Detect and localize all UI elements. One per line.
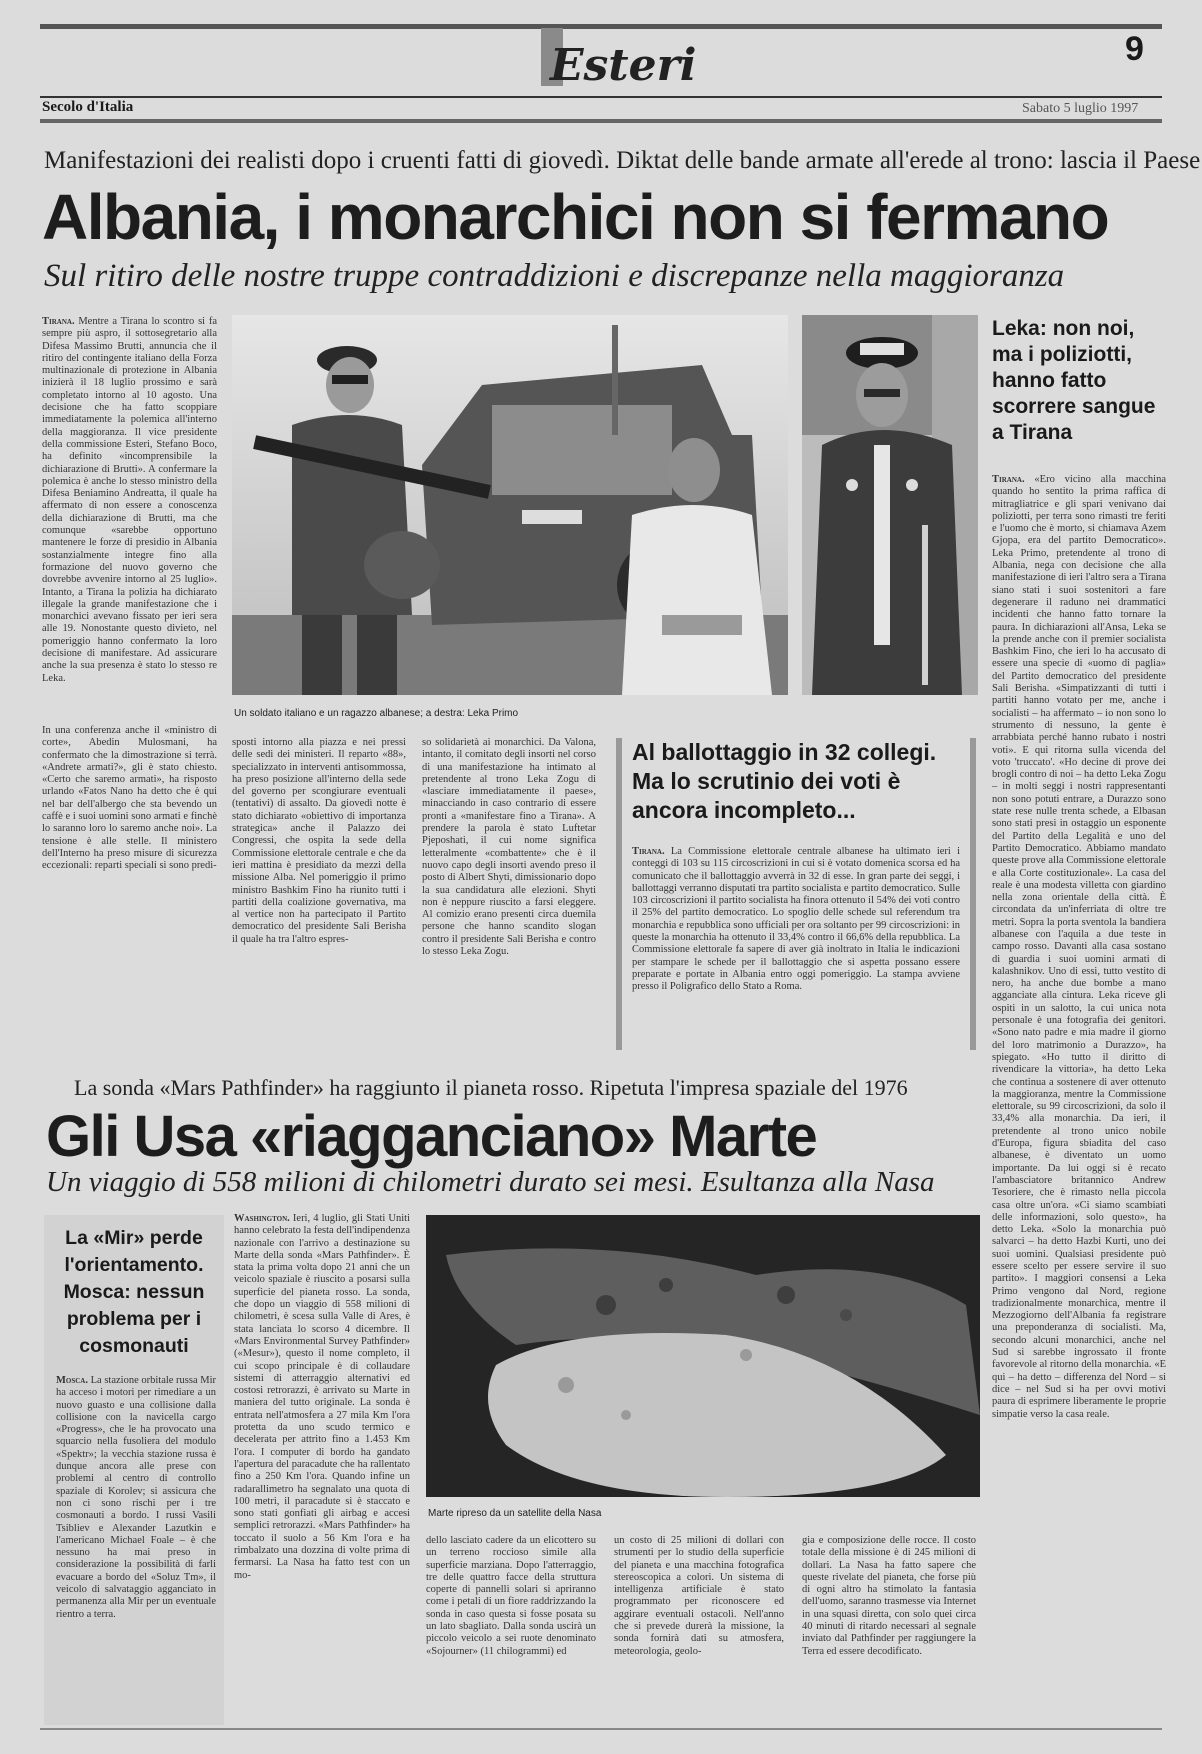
albania-col1d-text: La tensione è alle stelle. Il ministero dell'Interno ha preso misure di sicurezza eccezionali: reparti speciali si sono predi- [42,823,217,872]
marte-headline: Gli Usa «riagganciano» Marte [46,1104,817,1169]
marte-subhead: Un viaggio di 558 milioni di chilometri durato sei mesi. Esultanza alla Nasa [46,1166,935,1198]
marte-column-4 [802,1535,976,1711]
paper-name: Secolo d'Italia [42,99,134,115]
albania-headline: Albania, i monarchici non si fermano [42,181,1109,253]
mars-photo-caption: Marte ripreso da un satellite della Nasa [428,1508,602,1519]
marte-kicker: La sonda «Mars Pathfinder» ha raggiunto il pianeta rosso. Ripetuta l'impresa spaziale del 1976 [74,1075,908,1100]
mir-headline: La «Mir» perde l'orientamento. Mosca: nessun problema per i cosmonauti [63,1227,205,1357]
marte-column-2 [426,1535,596,1711]
albania-subhead: Sul ritiro delle nostre truppe contraddizioni e discrepanze nella maggioranza [44,258,1065,294]
ballottaggio-dateline: Tirana. [632,846,671,857]
section-title: Esteri [550,40,697,91]
mir-text [56,1375,216,1715]
marte-col3b-text: Un sistema di intelligenza artificiale è stato programmato per riconoscere ed aggirare eventuali ostacoli. [614,1571,784,1620]
albania-col2-text: sposti intorno alla piazza e nei pressi delle sedi dei ministeri. Il reparto «88», specializzato in interventi antisommossa, ha preso posizione all'interno della sede del governo per scongiurare eventuali (tentativi) di assalto. [232,737,406,810]
albania-column-1-lower [42,725,217,1015]
marte-col1b-text: La sonda, che dopo un viaggio di 558 milioni di chilometri, è scesa sulla Valle di Ares, è stata lanciata lo scorso 4 dicembre. Il «Mars Environmental Survey Pathfinder» («Mesur»), questo il nome completo, il cui scopo principale è di collaudare sistemi di atterraggio alternativi ed costosi retrorazzi, è arrivato su Marte in maniera del tutto originale. La sonda è entrata nell'atmosfera a 27 mila Km l'ora protetta da uno scudo termico e decelerata per attrito fino a 1.453 Km l'ora. I computer di bordo ha gandato l'apertura del paracadute che ha rallentato fino a 250 Km l'ora. Quando infine un radarallimetro ha segnalato una quota di 100 metri, il paracadute si è staccato e sono stati gonfiati gli airbag e accesi semplici retrorazzi. [234,1286,410,1532]
albania-col3c-text: Al comizio erano presenti circa duemila persone che hanno scandito slogan contro il presidente Sali Berisha e contro lo stesso Leka Zogu. [422,909,596,958]
mars-photo [426,1215,980,1497]
leka-portrait-photo [802,315,978,695]
marte-column-1 [234,1213,410,1711]
leka-headline: Leka: non noi, ma i poliziotti, hanno fatto scorrere sangue a Tirana [992,317,1156,444]
leka-column [992,474,1166,1710]
albania-column-1 [42,316,217,720]
ballottaggio-p2: In gran parte dei seggi, i ballottaggi verranno disputati tra partito socialista e partito democratico. Sulle 103 circoscrizioni il partito socialista ha finora ottenuto il 54% dei voti contro il 25% del partito democratico. Lo spoglio delle schede sul referendum tra monarchia e repubblica sono ufficiali per ora soltanto per 99 circoscrizioni: in queste la monarchia ha ottenuto il 33,4% contro il 66,6% della repubblica. [632,870,960,944]
albania-col3-text: so solidarietà ai monarchici. Da Valona, intanto, il comitato degli insorti nel corso di una manifestazione ha intimato al pretendente al trono Leka Zogu di «lasciare immediatamente il paese», minacciando in caso contrario di essere pronti a «manifestare fino a Tirana». [422,737,596,822]
marte-col1d-text: La Nasa ha fatto test con un mo- [234,1557,410,1581]
marte-column-3 [614,1535,784,1711]
albania-col2c-text: Nel pomeriggio il primo ministro Bashkim Fino ha riunito tutti i partiti della coalizione governativa, ma al vertice non ha partecipato il Partito democratico del presidente Sali Berisha il quale ha tra l'altro espres- [232,872,406,945]
marte-dateline: Washington. [234,1213,293,1224]
bottom-rule [40,1728,1162,1730]
ballottaggio-p1: La Commissione elettorale centrale albanese ha ultimato ieri i conteggi di 103 su 115 circoscrizioni in cui si è votato domenica scorsa ed ha comunicato che il ballottaggio avverrà in 32 di esse. [632,846,960,882]
leka-dateline: Tirana. [992,474,1035,485]
top-rule [40,24,1162,29]
marte-col4-text: gia e composizione delle rocce. Il costo totale della missione è di 245 milioni di dollari. La Nasa ha fatto sapere che queste rivelate del pianeta, che forse più di ogni altro ha stimolato la fantasia dell'uomo, saranno trasmesse via Internet in una squasi diretta, con solo quei circa 40 minuti di ritardo necessari al segnale inviato dal Pathfinder per raggiungere la Terra ed essere decodificato. [802,1535,976,1657]
page-number: 9 [1125,30,1144,68]
marte-col1-text: Ieri, 4 luglio, gli Stati Uniti hanno celebrato la festa dell'indipendenza nazionale con l'arrivo a destinazione su Marte della sonda «Mars Pathfinder». È stata la prima volta dopo 21 anni che un veicolo spaziale è riuscito a posarsi sulla superficie del pianeta rosso. [234,1213,410,1298]
mir-dateline: Mosca. [56,1375,91,1386]
marte-col2b-text: Dopo l'atterraggio, tre delle quattro facce della struttura coperte di pannelli solari si apriranno come i petali di un fiore raddrizzando la sonda in caso questa si fosse posata su un lato sbagliato. [426,1559,596,1633]
albania-column-3 [422,737,596,1015]
ballottaggio-p3: La Commissione elettorale fa sapere di aver già inoltrato in Italia le indicazioni per stampare le schede per il ballottaggio che si aspetta possano essere preparate e portate in Albania entro oggi pomeriggio. La stampa avviene presso il Poligrafico dello Stato a Roma. [632,932,960,993]
marte-col3-text: un costo di 25 milioni di dollari con strumenti per lo studio della superficie del pianeta e una macchina fotografica stereoscopica a colori. [614,1535,784,1583]
marte-col2c-text: Dalla sonda uscirà un piccolo veicolo a sei ruote denominato «Sojourner» (11 chilogrammi) ed [426,1621,596,1657]
albania-col1b-text: Intanto, a Tirana la polizia ha dichiarato illegale la grande manifestazione che i monarchici avevano fissato per ieri sera alle 19. Nonostante questo divieto, nel pomeriggio hanno confermato la loro decisione di manifestare. Ad assicurare anche la sua presenza è stato lo stesso re Leka. [42,586,217,684]
marte-col2-text: dello lasciato cadere da un elicottero su un terreno roccioso simile alla superficie marziana. [426,1535,596,1571]
albania-dateline: Tirana. [42,316,79,327]
issue-date: Sabato 5 luglio 1997 [1022,101,1139,116]
albania-col3b-text: A prendere la parola è stato Luftetar Pjeposhati, il cui nome significa letteralmente «combattente» che è il nuovo capo degli insorti avendo preso il posto di Albert Shyti, dimissionario dopo la sua candidatura alle elezioni. Shyti non è neppure riuscito a farsi eleggere. [422,810,596,908]
ballottaggio-bar-right [970,738,976,1050]
marte-col3c-text: Nell'anno che si prevede durerà la missione, la sonda fornirà dati su atmosfera, meteorologia, geolo- [614,1608,784,1657]
albania-column-2 [232,737,406,1015]
header-rule [40,96,1162,98]
soldier-photo [232,315,788,695]
ballottaggio-text [632,846,960,1046]
albania-col2b-text: Da giovedì notte è stato dichiarato «obiettivo di importanza strategica» anche il Palazzo dei Congressi, che ospita la sede della Commissione elettorale centrale e che da ieri mattina è presidiato da mezzi della missione Alba. [232,798,406,884]
header-rule-bottom [40,119,1162,123]
leka-text: «Ero vicino alla macchina quando ho sentito la prima raffica di mitragliatrice e gli spari venivano dai poliziotti, per terra sono rimasti tre feriti e l'uomo che è morto, si chiamava Azem Gjopa, era del partito Democratico». Leka Primo, pretendente al trono di Albania, nega con decisione che alla manifestazione di ieri l'altro sera a Tirana siano stati i suoi sostenitori a fare degenerare il raduno nei drammatici incidenti che hanno fatto tornare la paura. In dichiarazioni all'Ansa, Leka se la prende anche con il premier socialista Bashkim Fino, che ieri lo ha accusato di essere una specie di «uomo di paglia» del Partito democratico del presidente Sali Berisha. «Simpatizzanti di tutti i partiti hanno votato per me, anche i socialisti – ha affermato – io non sono lo strumento di nessuno, la gente è arrabbiata perché hanno rubato i nostri voti». E qui ritorna sulla vicenda del voto 'truccato'. «Ho decine di prove dei brogli contro di noi – ha detto Leka Zogu – in molti seggi i nostri rappresentanti non sono potuti entrare, a Durazzo sono state rese nulle trenta schede, a Elbasan sono stati presi in ostaggio un esponente del Partito della Legalità e uno del Partito Democratico. Abbiamo mandato queste prove alla Commissione elettorale e alla Corte costituzionale». La casa del reale è una modesta villetta con giardino nella zona orientale della città. È circondata da un'inferriata di oltre tre metri. Sopra la porta sventola la bandiera albanese con l'aquila a due teste in campo rosso. Davanti alla casa sostano di guardia i suoi uomini armati di kalashnikov. Uno di essi, tutto vestito di nero, ha anche due bombe a mano agganciate alla cintura. Leka riceve gli ospiti in un salotto, la cui unica nota personale è una fotografia dei genitori. «Sono nato padre e mia madre il giorno del loro matrimonio a Durazzo», ha spiegato. «Ho tutto il diritto di rivendicare la vittoria», ha detto Leka che continua a sostenere di aver ottenuto la maggioranza, mentre la Commissione elettorale, su 99 circoscrizioni, da solo il 33,4% alla monarchia. Da ieri, il pretendente al trono unico nobile d'Europa, figura sbiadita del caso albanese, è diventato un uomo importante. Da lui oggi si è recato l'ambasciatore britannico Andrew Tesoriere, che è rimasto nella piccola casa oltre un'ora. «Ci siamo scambiati delle informazioni, solo questo», ha detto Leka. «Solo la monarchia può salvarci – ha detto Hazbi Kurti, uno dei suoi uomini. Qualsiasi presidente può essere scelto per essere servire il suo partito». I maggiori consensi a Leka Primo vengono dal Nord, regione tradizionalmente monarchica, mentre il Mezzogiorno dell'Albania fa registrare una preponderanza di socialisti. Ma, secondo alcuni monarchici, anche nel Sud si sarebbe ingrossato il fronte favorevole al ritorno della monarchia. «E qui – ha detto – differenza del Nord – si dice – nel Sud si ha per ovvi motivi paura di esprimere liberamente le proprie simpatie verso la casa reale. [992,474,1166,1420]
albania-col1c-text: In una conferenza anche il «ministro di corte», Abedin Mulosmani, ha confermato che la dimostrazione si terrà. «Andrete armati?», gli è stato chiesto. «Certo che saremo armati», ha risposto urlando «Fatos Nano ha detto che è qui nel bar dell'albergo che sta bevendo un caffè e i suoi uomini sono armati e finchè lo saranno loro lo saremo anche noi». [42,725,217,835]
ballottaggio-bar-left [616,738,622,1050]
ballottaggio-headline: Al ballottaggio in 32 collegi. Ma lo scrutinio dei voti è ancora incompleto... [632,739,937,823]
albania-kicker: Manifestazioni dei realisti dopo i cruenti fatti di giovedì. Diktat delle bande armate all'erede al trono: lascia il Paese [44,147,1201,174]
soldier-photo-caption: Un soldato italiano e un ragazzo albanese; a destra: Leka Primo [234,708,519,719]
mir-body: La stazione orbitale russa Mir ha acceso i motori per rimediare a un nuovo guasto e una collisione dalla collisione con la navicella cargo «Progress», che le ha provocato una squarcio nella fusoliera del modulo «Spektr»; la vecchia stazione russa è dunque ancora alle prese con problemi al centro di controllo spaziale di Korolev; si assicura che non ci sono rischi per i tre cosmonauti a bordo. I russi Vasili Tsibliev e Alexander Lazutkin e l'americano Michael Foale – è che nessuno ha mai preso in considerazione la possibilità di farli evacuare a bordo del «Soluz Tm», il veicolo di salvataggio agganciato in permanenza alla Mir per un eventuale rientro a terra. [56,1375,216,1620]
albania-col1-text: Mentre a Tirana lo scontro si fa sempre più aspro, il sottosegretario alla Difesa Massimo Brutti, annuncia che il ritiro del contingente italiano della Forza multinazionale di protezione in Albania inizierà il 18 luglio prossimo e sarà completato intorno al 10 agosto. Una decisione che ha fatto scoppiare immediatamente la polemica all'interno della maggioranza. Il vice presidente della commissione Esteri, Stefano Boco, ha definito «incomprensibile la dichiarazione di Brutti». A confermare la polemica è anche lo stesso ministro della Difesa Beniamino Andreatta, il quale ha affermato di non essere a conoscenza della dichiarazione di Brutti, ma che comunque «sarebbe opportuno mantenere le forze di presidio in Albania sostanzialmente integre fino alla formazione del nuovo governo che dovrebbe avvenire intorno al 25 luglio». [42,316,217,586]
marte-col1c-text: «Mars Pathfinder» ha toccato il suolo a 56 Km l'ora e ha rimbalzato una dozzina di volte prima di fermarsi. [234,1520,410,1569]
